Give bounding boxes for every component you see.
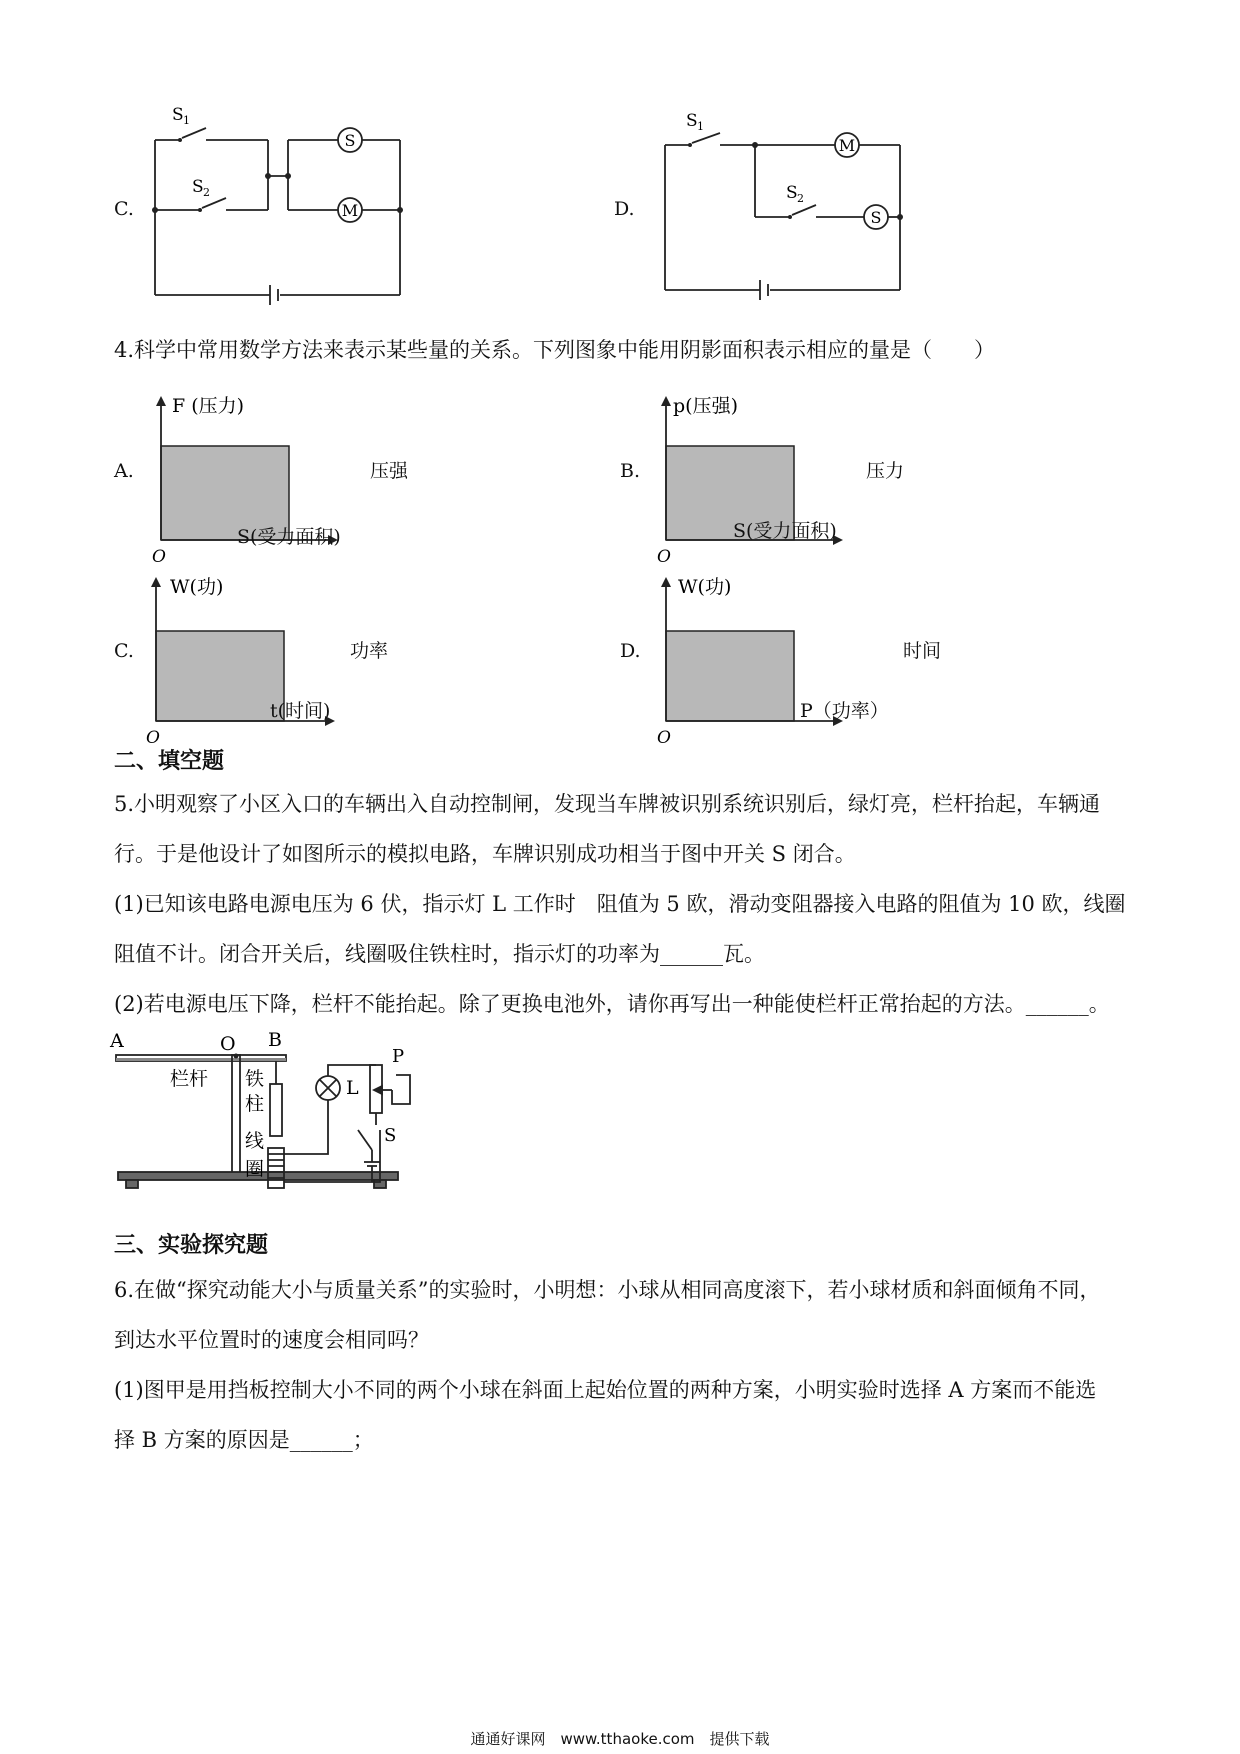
q3d-s2-label: S (786, 183, 798, 203)
q5-label-iron2: 柱 (245, 1093, 265, 1115)
q3c-s2-sub: 2 (203, 186, 210, 199)
q5-line5: (2)若电源电压下降，栏杆不能抬起。除了更换电池外，请你再写出一种能使栏杆正常抬起的方法。______。 (114, 992, 1110, 1016)
q4-option-c-label: C. (114, 640, 134, 662)
q3c-s1-sub: 1 (183, 114, 190, 127)
q3c-top-device: S (344, 131, 356, 150)
q3d-s1-sub: 1 (697, 120, 704, 133)
q5-barrier-gate-diagram (110, 1030, 430, 1200)
q4a-x-axis-label: S(受力面积) (237, 526, 341, 548)
q5-line4: 阻值不计。闭合开关后，线圈吸住铁柱时，指示灯的功率为______瓦。 (114, 942, 765, 966)
q6-line3: (1)图甲是用挡板控制大小不同的两个小球在斜面上起始位置的两种方案，小明实验时选择 A 方案而不能选 (114, 1378, 1097, 1402)
q4-question: 4.科学中常用数学方法来表示某些量的关系。下列图象中能用阴影面积表示相应的量是（ ） (114, 338, 996, 362)
q5-label-rod: 栏杆 (170, 1068, 209, 1090)
q4c-origin: O (146, 728, 160, 748)
section3-title: 三、实验探究题 (114, 1232, 269, 1258)
q4a-origin: O (152, 547, 166, 567)
q5-line1: 5.小明观察了小区入口的车辆出入自动控制闸，发现当车牌被识别系统识别后，绿灯亮，栏杆抬起，车辆通 (114, 792, 1101, 816)
q4-option-a-label: A. (114, 460, 134, 482)
q4c-x-axis-label: t(时间) (270, 700, 331, 722)
q4-option-d-label: D. (620, 640, 641, 662)
q3d-bottom-device: S (870, 208, 882, 227)
q5-label-slider: P (392, 1046, 405, 1067)
q4b-answer: 压力 (866, 460, 905, 482)
q4d-answer: 时间 (903, 640, 942, 662)
q3-option-c-label: C. (114, 198, 134, 220)
q4a-answer: 压强 (370, 460, 409, 482)
q3c-s1-label: S (172, 105, 184, 125)
q4c-shaded-area (156, 631, 284, 721)
q5-label-iron1: 铁 (245, 1068, 265, 1090)
q3c-s2-label: S (192, 177, 204, 197)
q3-option-c-circuit (130, 100, 420, 305)
q5-label-a: A (110, 1030, 124, 1052)
q6-line2: 到达水平位置时的速度会相同吗？ (114, 1328, 429, 1352)
q4-option-b-label: B. (620, 460, 641, 482)
q5-label-b: B (268, 1029, 282, 1051)
q5-label-coil2: 圈 (245, 1158, 265, 1180)
q5-label-o: O (220, 1033, 236, 1055)
q4a-y-axis-label: F (压力) (172, 395, 245, 417)
q3-option-d-circuit (650, 100, 920, 305)
q3d-top-device: M (838, 136, 856, 155)
q5-label-coil1: 线 (245, 1130, 265, 1152)
q5-line2: 行。于是他设计了如图所示的模拟电路，车牌识别成功相当于图中开关 S 闭合。 (114, 842, 856, 866)
footer-text: 通通好课网 www.tthaoke.com 提供下载 (470, 1730, 770, 1748)
q4b-origin: O (657, 547, 671, 567)
section2-title: 二、填空题 (114, 748, 225, 774)
q4d-origin: O (657, 728, 671, 748)
q4c-answer: 功率 (350, 640, 389, 662)
q4b-x-axis-label: S(受力面积) (733, 520, 837, 542)
q3d-s2-sub: 2 (797, 192, 804, 205)
q4d-y-axis-label: W(功) (678, 576, 732, 598)
q3c-bottom-device: M (341, 201, 359, 220)
q4d-shaded-area (666, 631, 794, 721)
q4b-y-axis-label: p(压强) (673, 395, 738, 417)
q5-label-lamp: L (346, 1077, 359, 1099)
q6-line1: 6.在做“探究动能大小与质量关系”的实验时，小明想：小球从相同高度滚下，若小球材质和斜面倾角不同， (114, 1278, 1101, 1302)
q4d-x-axis-label: P（功率） (800, 700, 889, 722)
q3-option-d-label: D. (614, 198, 635, 220)
q6-line4: 择 B 方案的原因是______； (114, 1428, 374, 1452)
q3d-s1-label: S (686, 111, 698, 131)
q4c-y-axis-label: W(功) (170, 576, 224, 598)
q5-line3: (1)已知该电路电源电压为 6 伏，指示灯 L 工作时 阻值为 5 欧，滑动变阻器接入电路的阻值为 10 欧，线圈 (114, 892, 1126, 916)
q5-label-switch: S (384, 1125, 397, 1146)
